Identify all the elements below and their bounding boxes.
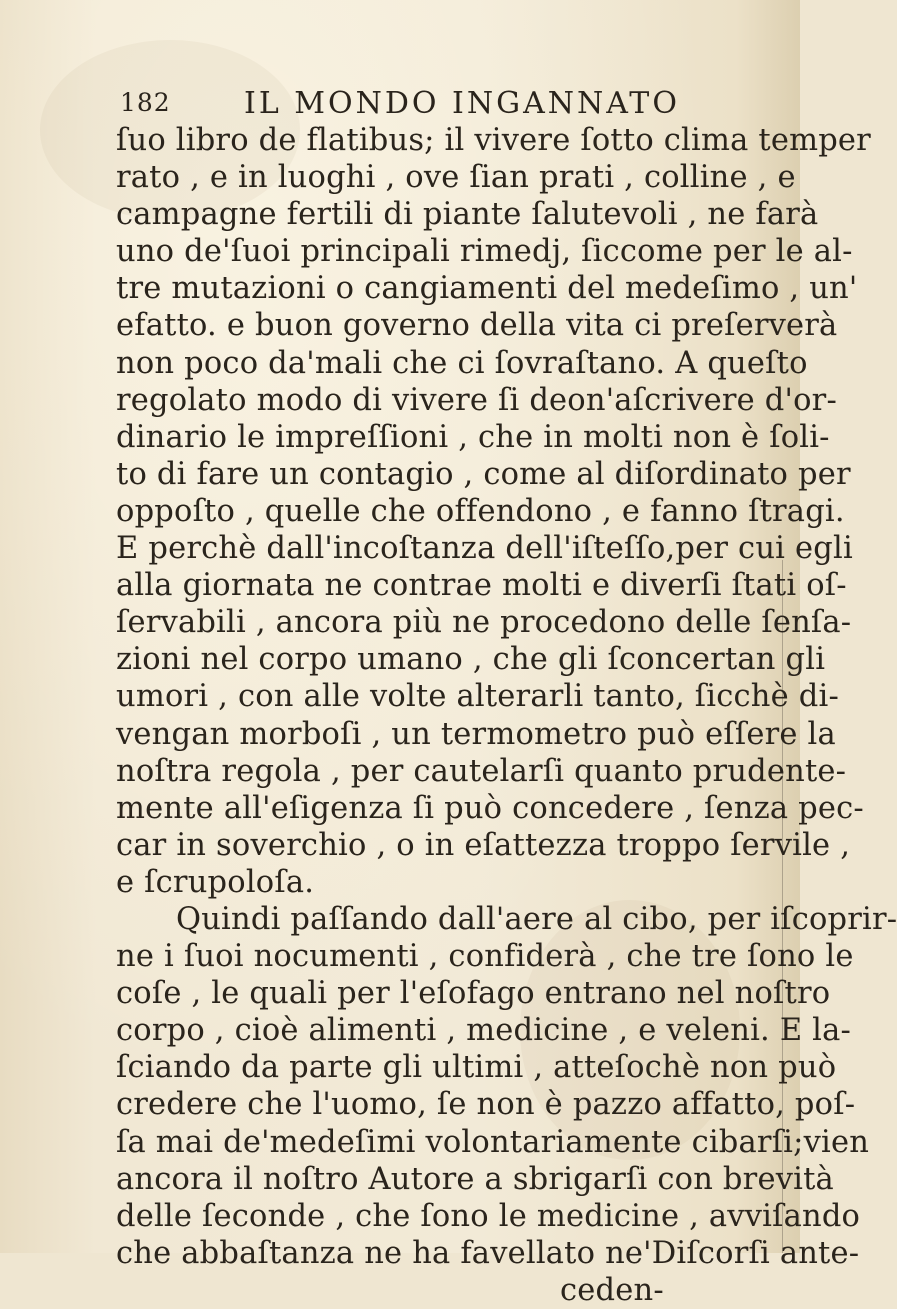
text-line: mente all'eſigenza ſi può concedere , ſenza pec- xyxy=(116,790,864,826)
text-line: car in soverchio , o in eſattezza troppo ſervile , xyxy=(116,827,851,863)
text-line: oppoſto , quelle che offendono , e fanno ſtragi. xyxy=(116,493,845,529)
text-line: coſe , le quali per l'eſofago entrano nel noſtro xyxy=(116,976,831,1012)
text-line: ſervabili , ancora più ne procedono delle ſenſa- xyxy=(116,605,852,641)
text-line: vengan morboſi , un termometro può eſſere la xyxy=(116,716,836,752)
text-line: ſuo libro de flatibus; il vivere ſotto clima temper xyxy=(116,123,871,158)
text-line: che abbaſtanza ne ha favellato ne'Diſcorſi ante- xyxy=(116,1235,860,1271)
text-line: uno de'ſuoi principali rimedj, ſiccome per le al- xyxy=(116,234,853,270)
text-line: zioni nel corpo umano , che gli ſconcertan gli xyxy=(116,642,826,678)
text-line: ſciando da parte gli ultimi , atteſochè non può xyxy=(116,1050,837,1086)
text-line: credere che l'uomo, ſe non è pazzo affatto, poſ- xyxy=(116,1087,856,1123)
text-line: rato , e in luoghi , ove ſian prati , colline , e xyxy=(116,160,796,196)
text-line: noſtra regola , per cautelarſi quanto prudente- xyxy=(116,753,847,789)
text-line: ne i ſuoi nocumenti , confiderà , che tre ſono le xyxy=(116,939,854,975)
text-line: e ſcrupoloſa. xyxy=(116,864,315,900)
running-title: IL MONDO INGANNATO xyxy=(244,86,680,121)
text-line: ſa mai de'medeſimi volontariamente cibarſi;vien xyxy=(116,1124,870,1160)
text-line: ancora il noſtro Autore a sbrigarſi con brevità xyxy=(116,1161,834,1197)
text-line: tre mutazioni o cangiamenti del medeſimo , un' xyxy=(116,271,858,307)
text-line: corpo , cioè alimenti , medicine , e veleni. E la- xyxy=(116,1013,852,1049)
text-line: campagne fertili di piante ſalutevoli , ne farà xyxy=(116,197,819,233)
text-line: alla giornata ne contrae molti e diverſi ſtati oſ- xyxy=(116,568,847,604)
paragraph-start-line: Quindi paſſando dall'aere al cibo, per iſcoprir- xyxy=(176,901,897,937)
text-line: efatto. e buon governo della vita ci preſerverà xyxy=(116,308,838,344)
page-number: 182 xyxy=(120,88,171,117)
text-line: delle ſeconde , che ſono le medicine , avviſando xyxy=(116,1198,861,1234)
text-line: to di fare un contagio , come al diſordinato per xyxy=(116,456,851,492)
text-line: regolato modo di vivere ſi deon'aſcrivere d'or- xyxy=(116,382,837,418)
text-line: umori , con alle volte alterarli tanto, ſicchè di- xyxy=(116,679,839,715)
text-line: dinario le impreſſioni , che in molti non è ſoli- xyxy=(116,419,830,455)
body-text xyxy=(116,122,897,1309)
page-header xyxy=(120,86,740,122)
catchword: ceden- xyxy=(560,1272,664,1308)
text-line: E perchè dall'incoſtanza dell'iſteſſo,per cui egli xyxy=(116,531,853,567)
text-line: non poco da'mali che ci ſovraſtano. A queſto xyxy=(116,345,808,381)
